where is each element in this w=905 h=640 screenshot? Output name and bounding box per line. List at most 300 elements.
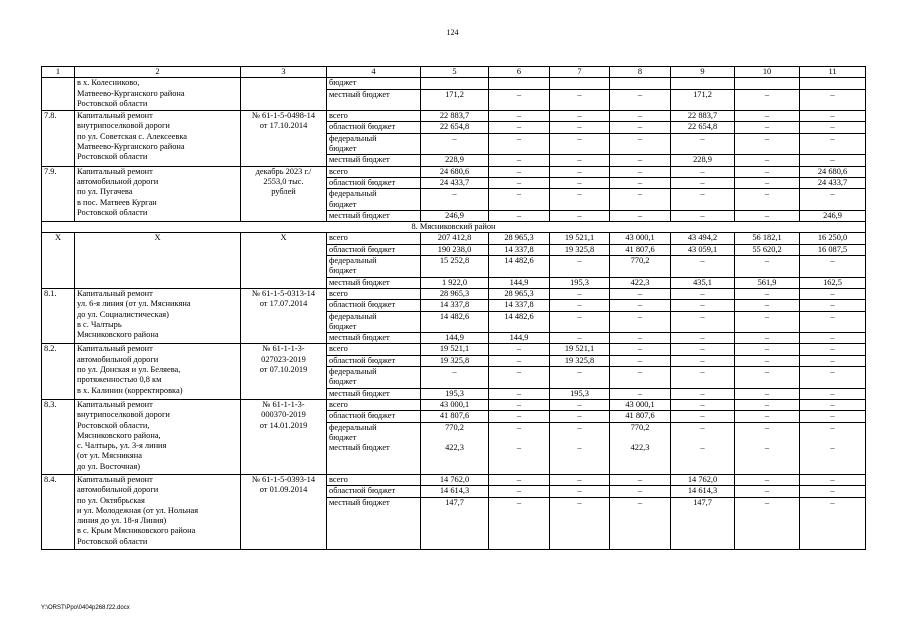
funding-source-label: местный бюджет [329,388,390,398]
amount-value: – [735,344,799,355]
amount-value: 14 614,3 [421,486,488,497]
object-name-line: до ул. Социалистическая) [77,309,169,319]
document-ref-line: от 17.07.2014 [259,299,308,309]
funding-source-entry [327,411,420,422]
amount-column-9 [671,233,735,288]
page-number: 124 [446,28,459,37]
amount-value: – [550,411,609,422]
section-row [42,222,866,233]
amount-column-8 [610,166,671,221]
amount-column-9 [671,474,735,549]
amount-value: 422,3 [630,443,650,453]
amount-value: – [516,497,522,507]
amount-value: – [610,111,670,122]
document-ref-line: № 61-1-5-0393-14 [251,474,316,484]
amount-value: – [550,367,609,389]
object-name-line: в с. Чалтырь [77,319,122,329]
funding-source-label: всего [329,288,348,298]
amount-value: – [671,256,734,278]
funding-source-label: бюджет [329,199,357,209]
document-ref [241,474,327,549]
amount-value: 19 521,1 [550,344,609,355]
amount-column-7 [550,78,610,111]
item-number [42,78,75,111]
amount-column-6 [489,166,550,221]
funding-source-entry [327,122,420,133]
funding-source-label: местный бюджет [329,277,390,287]
funding-source-entry [327,233,420,244]
amount-value: – [830,422,835,432]
funding-source-entry [327,344,420,355]
object-name-line: по ул. Октябрьская [77,495,145,505]
funding-source-entry [327,300,420,311]
amount-value: 147,7 [693,497,712,507]
amount-value: – [577,89,582,99]
amount-column-6 [489,78,550,111]
amount-column-8 [610,474,671,549]
object-name-line: Матвеево-Курганского района [77,142,185,152]
amount-value: – [800,134,865,156]
amount-value: – [610,122,670,133]
amount-value: – [550,134,609,156]
amount-column-8 [610,288,671,343]
funding-source-label: федеральный [329,311,377,321]
amount-value: – [489,356,549,367]
amount-value: – [764,89,770,99]
funding-source [327,288,421,343]
amount-column-10 [735,166,800,221]
amount-value: – [735,189,799,211]
funding-source-entry [327,78,420,89]
amount-value: – [735,111,799,122]
amount-value [735,78,799,89]
amount-value: 41 807,6 [421,411,488,422]
object-name [75,78,241,111]
amount-value: – [800,356,865,367]
amount-value: – [489,411,549,422]
object-name [75,111,241,166]
object-name-line: Ростовской области [77,536,148,546]
funding-source-label: бюджет [329,78,357,88]
amount-value: – [735,475,799,486]
funding-source-label: федеральный [329,133,377,143]
funding-source-entry [327,443,420,474]
amount-column-9 [671,78,735,111]
amount-value: – [830,333,835,343]
amount-value: – [800,256,865,278]
amount-value: – [671,367,734,389]
amount-column-10 [735,78,800,111]
amount-value: – [489,475,549,486]
amount-value: 195,3 [445,388,464,398]
funding-source-label: федеральный [329,422,377,432]
amount-value: – [489,122,549,133]
object-name [75,166,241,221]
amount-value: – [800,400,865,411]
funding-source-label: бюджет [329,432,357,442]
object-name-line: и ул. Молодежная (от ул. Нольная [77,505,199,515]
amount-value: 22 654,8 [421,122,488,133]
amount-value: 14 482,6 [489,312,549,334]
budget-table [41,66,866,550]
amount-value: – [489,167,549,178]
amount-value: – [610,167,670,178]
amount-value: 422,3 [630,277,650,287]
table-row [42,233,866,288]
funding-source [327,233,421,288]
amount-value: 770,2 [445,422,464,432]
amount-value: – [735,486,799,497]
object-name-line: автомобильной дороги [77,176,159,186]
amount-value: – [550,256,609,278]
amount-value: – [671,134,734,156]
amount-column-10 [735,288,800,343]
amount-value: 16 087,5 [800,245,865,256]
amount-column-9 [671,399,735,474]
amount-value: 144,9 [509,277,529,287]
amount-value: – [800,475,865,486]
amount-value [610,78,670,89]
funding-source-label: всего [329,474,348,484]
funding-source-label: местный бюджет [329,333,390,343]
amount-value: – [671,289,734,300]
amount-value [421,78,488,89]
object-name-line: Капитальный ремонт [77,344,153,354]
amount-value: 43 000,1 [610,400,670,411]
section-title: 8. Мясниковский район [42,222,866,233]
amount-column-8 [610,233,671,288]
amount-column-6 [489,288,550,343]
item-number: 8.3. [42,399,75,474]
amount-value: 195,3 [570,277,589,287]
funding-source-label: всего [329,166,348,176]
amount-column-9 [671,166,735,221]
table-row [42,111,866,166]
amount-value: – [550,312,609,334]
amount-value: – [671,411,734,422]
amount-column-11 [800,166,866,221]
table-row [42,474,866,549]
amount-value: – [800,189,865,211]
amount-value: 14 762,0 [671,475,734,486]
amount-value: 195,3 [570,388,589,398]
funding-source-entry [327,134,420,156]
amount-column-10 [735,344,800,399]
funding-source-label: областной бюджет [329,300,396,310]
amount-value: – [700,422,705,432]
funding-source-label: областной бюджет [329,486,396,496]
amount-value: – [489,178,549,189]
amount-column-9 [671,111,735,166]
amount-value: – [700,333,705,343]
funding-source-label: бюджет [329,266,357,276]
amount-column-8 [610,344,671,399]
amount-value: – [735,411,799,422]
amount-value: – [610,475,670,486]
amount-value: – [610,486,670,497]
amount-value: – [577,155,582,165]
amount-value: – [735,367,799,389]
amount-value: – [489,189,549,211]
funding-source-label: областной бюджет [329,244,396,254]
amount-value: – [671,400,734,411]
amount-value: – [735,356,799,367]
funding-source-label: всего [329,233,348,243]
amount-column-5 [421,474,489,549]
amount-value: – [735,178,799,189]
amount-value: – [421,189,488,211]
amount-value: 14 614,3 [671,486,734,497]
amount-column-11 [800,399,866,474]
document-ref [241,344,327,399]
amount-column-10 [735,474,800,549]
amount-column-5 [421,288,489,343]
funding-source-label: местный бюджет [329,497,390,507]
amount-value: – [610,178,670,189]
header-cell: 3 [241,67,327,78]
amount-value: 171,2 [693,89,712,99]
file-path-footer: Y:\ORST\Ppo\0404p268.f22.docx [41,605,130,611]
object-name-line: в х. Колесниково, [77,78,140,88]
document-ref-line: № 61-1-1-3- [262,344,305,354]
amount-column-9 [671,344,735,399]
funding-source-entry [327,498,420,550]
amount-value: – [671,300,734,311]
amount-value: 43 494,2 [671,233,734,244]
funding-source-entry [327,211,420,221]
funding-source-entry [327,400,420,411]
amount-value: – [735,312,799,334]
header-cell: 10 [735,67,800,78]
item-number: 7.9. [42,166,75,221]
header-cell: 7 [550,67,610,78]
funding-source-entry [327,389,420,399]
amount-column-10 [735,399,800,474]
funding-source-label: всего [329,399,348,409]
amount-column-9 [671,288,735,343]
funding-source-label: местный бюджет [329,443,390,453]
document-ref-line: от 17.10.2014 [259,121,308,131]
amount-value: 561,9 [757,277,777,287]
amount-value: 28 965,3 [489,233,549,244]
funding-source-entry [327,333,420,343]
amount-column-7 [550,288,610,343]
amount-value: 171,2 [445,89,464,99]
funding-source-entry [327,278,420,288]
amount-value: – [800,411,865,422]
object-name-line: Капитальный ремонт [77,288,153,298]
amount-value: 14 482,6 [489,256,549,278]
funding-source-entry [327,167,420,178]
amount-value: – [610,289,670,300]
object-name-line: по ул. Донская и ул. Беляева, [77,365,181,375]
header-row [42,67,866,78]
amount-value: – [671,189,734,211]
amount-value: – [800,122,865,133]
object-name-line: протяженностью 0,8 км [77,375,162,385]
object-name-line: Капитальный ремонт [77,474,153,484]
amount-value [800,78,865,89]
amount-value: 14 337,8 [489,300,549,311]
document-ref [241,233,327,288]
object-name-line: в х. Калинин (корректировка) [77,385,183,395]
funding-source-entry [327,423,420,444]
amount-value: – [700,388,705,398]
amount-value: 19 521,1 [550,233,609,244]
amount-column-5 [421,111,489,166]
amount-value: – [735,122,799,133]
amount-value: – [577,210,582,220]
table-row [42,78,866,111]
amount-value: – [550,400,609,411]
funding-source-label: всего [329,344,348,354]
object-name-line: X [154,233,161,243]
object-name-line: по ул. Пугачева [77,187,133,197]
amount-value: 24 433,7 [800,178,865,189]
amount-value: 14 337,8 [421,300,488,311]
amount-value: – [700,210,705,220]
header-cell: 11 [800,67,866,78]
amount-column-11 [800,288,866,343]
amount-value: – [671,344,734,355]
amount-value: – [489,367,549,389]
amount-value: – [550,486,609,497]
amount-value: – [800,300,865,311]
header-cell: 8 [610,67,671,78]
amount-value: – [800,344,865,355]
amount-value: – [550,111,609,122]
funding-source-entry [327,90,420,111]
object-name-line: с. Чалтырь, ул. 3-я линия [77,441,167,451]
object-name-line: Ростовской области [77,152,148,162]
amount-value: 228,9 [445,155,464,165]
object-name [75,474,241,549]
amount-column-6 [489,474,550,549]
amount-value: – [830,388,835,398]
document-ref [241,399,327,474]
funding-source-label: местный бюджет [329,210,390,220]
object-name-line: Капитальный ремонт [77,399,153,409]
funding-source-entry [327,245,420,256]
amount-column-11 [800,111,866,166]
amount-value: – [800,111,865,122]
amount-value: – [735,400,799,411]
amount-value: – [550,167,609,178]
amount-value: – [489,400,549,411]
funding-source [327,111,421,166]
document-ref-line: 027023-2019 [261,354,306,364]
amount-column-5 [421,166,489,221]
object-name-line: автомобильной дороги [77,485,159,495]
funding-source-entry [327,367,420,389]
amount-column-8 [610,399,671,474]
funding-source-label: всего [329,111,348,121]
amount-value: – [671,167,734,178]
object-name [75,288,241,343]
funding-source-label: областной бюджет [329,122,396,132]
funding-source-entry [327,312,420,334]
object-name-line: ул. 6-я линия (от ул. Мясникяна [77,299,191,309]
amount-value: – [421,134,488,156]
amount-column-8 [610,111,671,166]
amount-value: – [764,333,770,343]
amount-column-10 [735,111,800,166]
header-cell: 6 [489,67,550,78]
header-cell: 5 [421,67,489,78]
document-ref-line: № 61-1-1-3- [262,399,305,409]
amount-value: – [800,312,865,334]
amount-value: 15 252,8 [421,256,488,278]
amount-value: 19 521,1 [421,344,488,355]
header-cell: 1 [42,67,75,78]
amount-value: – [550,189,609,211]
funding-source [327,78,421,111]
amount-column-8 [610,78,671,111]
amount-value: – [489,134,549,156]
funding-source-label: федеральный [329,189,377,199]
funding-source [327,344,421,399]
amount-value: 43 000,1 [610,233,670,244]
amount-value: 41 807,6 [610,411,670,422]
amount-value: 43 000,1 [421,400,488,411]
amount-column-6 [489,344,550,399]
amount-value: 28 965,3 [489,289,549,300]
object-name-line: (от ул. Мясникяна [77,451,142,461]
object-name-line: автомобильной дороги [77,354,159,364]
amount-value: – [516,388,522,398]
amount-value: – [637,388,643,398]
amount-value: – [800,486,865,497]
object-name-line: Мясниковского района, [77,430,161,440]
amount-column-7 [550,344,610,399]
funding-source-label: бюджет [329,144,357,154]
amount-value: 24 680,6 [800,167,865,178]
amount-value: – [637,210,643,220]
amount-value: 28 965,3 [421,289,488,300]
object-name-line: Ростовской области [77,207,148,217]
funding-source-entry [327,155,420,165]
amount-value: – [610,300,670,311]
amount-value: 14 337,8 [489,245,549,256]
amount-value: 43 059,1 [671,245,734,256]
amount-value: 246,9 [823,210,842,220]
object-name-line: Матвеево-Курганского района [77,88,185,98]
document-ref-line: X [280,233,287,243]
amount-value: 22 654,8 [671,122,734,133]
item-number: X [42,233,75,288]
amount-value [489,78,549,89]
amount-value: – [489,486,549,497]
object-name [75,344,241,399]
amount-value: 144,9 [445,333,464,343]
amount-value: – [550,300,609,311]
document-ref [241,288,327,343]
amount-value: – [700,443,705,453]
amount-value: – [610,344,670,355]
amount-column-11 [800,474,866,549]
amount-value: – [764,443,770,453]
amount-value [550,78,609,89]
amount-value: – [637,333,643,343]
amount-value: – [800,289,865,300]
funding-source-entry [327,356,420,367]
document-ref-line: 000370-2019 [261,410,306,420]
amount-column-11 [800,344,866,399]
amount-value [671,78,734,89]
object-name-line: до ул. Восточная) [77,461,140,471]
amount-value: 22 883,7 [421,111,488,122]
amount-value: – [577,422,582,432]
